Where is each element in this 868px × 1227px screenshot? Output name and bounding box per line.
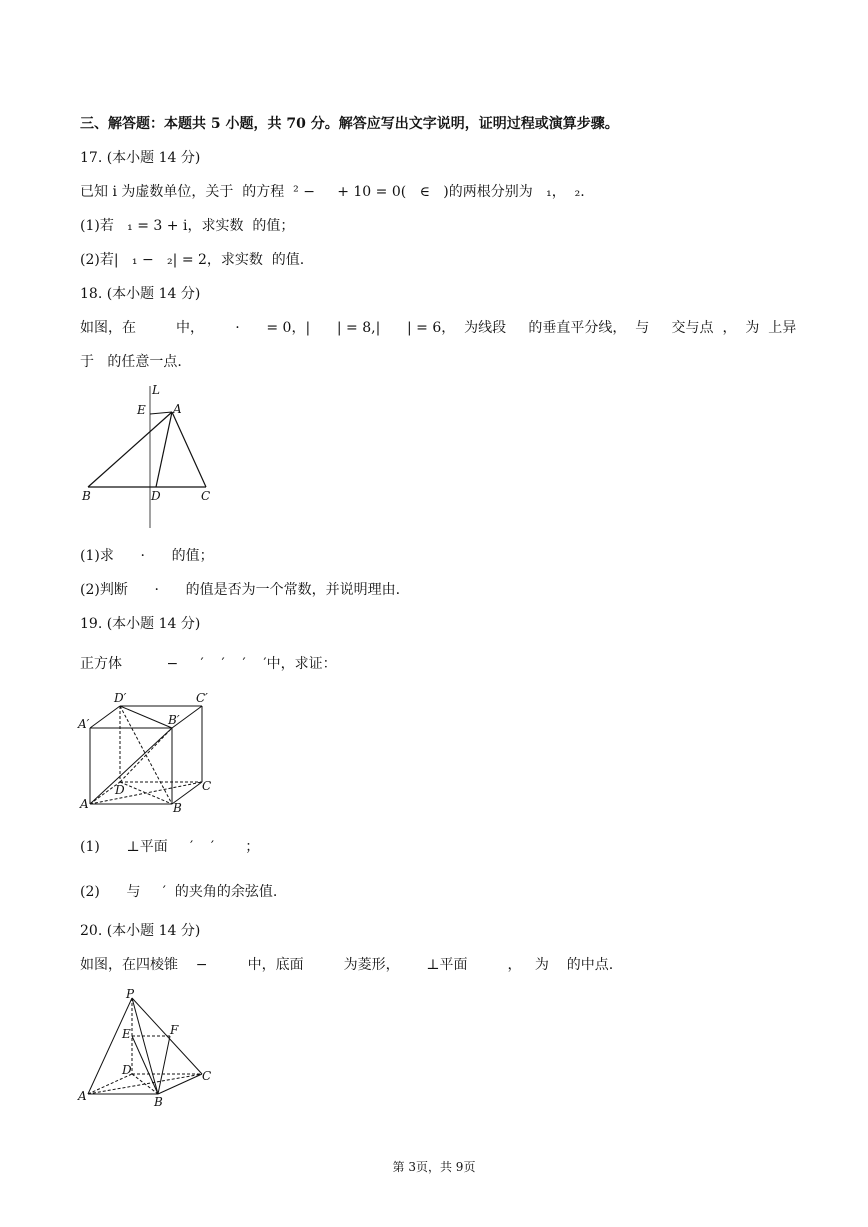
q18-part1: (1)求 · 的值；: [80, 548, 214, 564]
q20-heading: 20. (本小题 14 分): [80, 923, 201, 939]
q19-cube-figure: [76, 688, 226, 816]
label-B: B: [173, 801, 182, 815]
label-F: F: [170, 1023, 179, 1037]
label-A: A: [78, 1089, 87, 1103]
q18-triangle-figure: [76, 380, 226, 532]
label-P: P: [126, 988, 135, 1001]
q20-stem: 如图，在四棱锥 − 中，底面 为菱形， ⊥平面 ， 为 的中点.: [80, 957, 614, 973]
q17-heading: 17. (本小题 14 分): [80, 150, 201, 166]
label-C: C: [202, 779, 212, 793]
label-E: E: [122, 1027, 131, 1041]
page-footer: 第 3页，共 9页: [392, 1160, 476, 1174]
label-L: L: [152, 383, 160, 397]
label-E: E: [137, 403, 146, 417]
label-D: D: [122, 1063, 132, 1077]
label-D: D: [151, 489, 161, 503]
label-D-prime: D′: [114, 691, 127, 705]
q17-stem: 已知 i 为虚数单位，关于 的方程 ² − + 10 = 0( ∈ )的两根分别为 ₁， ₂.: [80, 184, 585, 200]
q18-part2: (2)判断 · 的值是否为一个常数，并说明理由.: [80, 582, 401, 598]
q19-part1: (1) ⊥平面 ′ ′ ；: [80, 839, 260, 855]
q19-part2: (2) 与 ′ 的夹角的余弦值.: [80, 884, 278, 900]
section-header: 三、解答题：本题共 5 小题，共 70 分。解答应写出文字说明，证明过程或演算步骤。: [80, 116, 619, 132]
q17-part1: (1)若 ₁ = 3 + i，求实数 的值；: [80, 218, 295, 234]
q19-heading: 19. (本小题 14 分): [80, 616, 201, 632]
label-C: C: [202, 1069, 212, 1083]
label-B-prime: B′: [168, 713, 180, 727]
label-B: B: [82, 489, 91, 503]
label-C: C: [201, 489, 211, 503]
label-A: A: [173, 402, 182, 416]
q18-heading: 18. (本小题 14 分): [80, 286, 201, 302]
label-C-prime: C′: [196, 691, 208, 705]
label-A-prime: A′: [78, 717, 90, 731]
label-A: A: [80, 797, 89, 811]
q20-pyramid-figure: [76, 988, 226, 1112]
q18-stem-line2: 于 的任意一点.: [80, 354, 182, 370]
q19-stem: 正方体 − ′ ′ ′ ′中，求证：: [80, 656, 337, 672]
q17-part2: (2)若| ₁ − ₂| = 2，求实数 的值.: [80, 252, 305, 268]
label-D: D: [115, 783, 125, 797]
q18-stem-line1: 如图，在 中， · = 0，| | = 8,| | = 6， 为线段 的垂直平分线， 与 交与点 ， 为 上异: [80, 320, 797, 336]
label-B: B: [154, 1095, 163, 1109]
